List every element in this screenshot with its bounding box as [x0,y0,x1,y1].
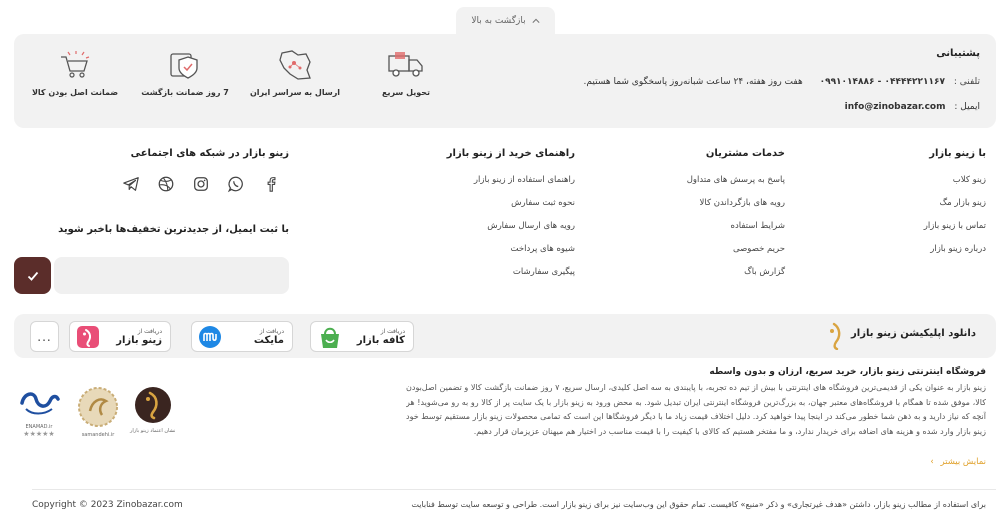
feature-label: تحویل سریع [381,88,431,97]
footer-link[interactable]: زینو بازار مگ [939,198,986,208]
footer-link[interactable]: تماس با زینو بازار [923,221,986,231]
support-email-link[interactable]: info@zinobazar.com [844,102,946,112]
social-icons [122,175,280,193]
support-email-row [845,102,980,112]
instagram-icon[interactable] [192,175,210,193]
cart-original-icon [56,48,94,82]
back-to-top-label: بازگشت به بالا [471,15,526,26]
feature-original-goods [20,48,130,97]
feature-label: ضمانت اصل بودن کالا [31,88,119,97]
phone-numbers[interactable]: ۰۴۴۴۴۲۲۱۱۶۷ - ۰۹۹۱۰۱۴۸۸۶ [819,77,945,87]
footer-link[interactable]: پیگیری سفارشات [512,267,575,277]
app-download-title: دانلود اپلیکیشن زینو بازار [851,328,976,339]
support-phone-row [584,77,980,87]
more-stores-button[interactable]: ... [30,321,59,352]
about-text: زینو بازار به عنوان یکی از قدیمی‌ترین فروشگاه های اینترنتی با بیش از تیم ده تجربه، با پایبندی به سه اصل کلیدی، ارسال سریع، ۷ روز ضمانت بازگشت کالا و تضمین اصل‌بودن کالا، موفق شده تا همگام با فروشگاه‌های معتبر جهان، به بزرگ‌ترین فروشگاه اینترنتی ایران تبدیل شود. به محض ورود به زینو بازار با یک سایت پر از کالا رو به رو می‌شوید! هر آنچه که نیاز دارید و به ذهن شما خطور می‌کند در اینجا پیدا خواهید کرد. دلیل اختلاف قیمت زیاد ما با دیگر فروشگاها این است که تمامی محصولات زینو بازار مستقیم توسط خود زینو بازار وارد شده و هزینه های اضافه برای خریدار ندارد، و ما مفتخر هستیم که کالای با کیفیت را با قیمت مناسب در اختیار هم میهنان عزیزمان قرار دهیم. [406,383,986,436]
feature-label: 7 روز ضمانت بازگشت [141,88,229,97]
app-download-bar [14,314,996,358]
iran-map-icon [276,48,314,82]
footer-link[interactable]: نحوه ثبت سفارش [511,198,575,208]
back-to-top-button[interactable] [456,7,555,34]
feature-nationwide [240,48,350,97]
zinobazar-app-icon [76,325,100,349]
support-panel [14,34,996,128]
enamad-stars: ★★★★★ [23,430,55,438]
social-title: زینو بازار در شبکه های اجتماعی [130,148,289,159]
footer-link[interactable]: شیوه های پرداخت [510,244,575,254]
whatsapp-icon[interactable] [227,175,245,193]
footer-link[interactable]: رویه های بازگرداندن کالا [699,198,785,208]
guarantee-shield-icon [166,48,204,82]
support-title: پشتیبانی [936,48,980,59]
footer-link[interactable]: شرایط استفاده [730,221,785,231]
store-sub-label: دریافت از [137,327,162,335]
footer-link[interactable]: پاسخ به پرسش های متداول [686,175,785,185]
store-sub-label: دریافت از [380,327,405,335]
newsletter-submit-button[interactable] [14,257,51,294]
credits-text: برای استفاده از مطالب زینو بازار، داشتن «هدف غیرتجاری» و ذکر «منبع» کافیست. تمام حقوق این وب‌سایت نیز برای زینو بازار است. طراحی و توسعه سایت توسط فنابایت [411,500,986,509]
check-icon [26,269,40,283]
facebook-icon[interactable] [262,175,280,193]
cafebazaar-icon [317,324,343,350]
dribbble-icon[interactable] [157,175,175,193]
footer-link[interactable]: راهنمای استفاده از زینو بازار [473,175,575,185]
chevron-up-icon [532,17,540,25]
footer-link[interactable]: زینو کلاب [952,175,986,185]
store-name: مایکت [253,334,284,346]
show-more-label: نمایش بیشتر [940,457,986,467]
badge-caption: ENAMAD.ir [25,424,53,430]
store-text [254,328,284,346]
support-hours: هفت روز هفته، ۲۴ ساعت شبانه‌روز پاسخگوی شما هستیم. [583,77,803,87]
phone-label: تلفنی : [953,77,980,87]
about-title: فروشگاه اینترنتی زینو بازار، خرید سریع، ارزان و بدون واسطه [709,367,986,377]
newsletter-title: با ثبت ایمیل، از جدیدترین تخفیف‌ها باخبر شوید [58,224,289,235]
store-name: کافه بازار [356,334,405,346]
badge-caption: samandehi.ir [81,432,115,438]
enamad-badge[interactable] [16,385,62,438]
myket-icon [198,325,222,349]
samandehi-badge[interactable] [76,385,120,438]
footer-divider [32,489,996,490]
column-title: خدمات مشتریان [705,148,785,159]
truck-icon [387,48,425,82]
feature-return-guarantee [130,48,240,97]
email-label: ایمیل : [954,102,980,112]
store-button-cafebazaar[interactable] [310,321,414,352]
newsletter-email-input[interactable] [54,257,289,294]
feature-label: ارسال به سراسر ایران [249,88,341,97]
chevron-left-icon: › [930,457,934,467]
footer-link[interactable]: حریم خصوصی [733,244,785,254]
store-sub-label: دریافت از [259,327,284,335]
footer-column-customer-service [687,148,785,288]
badge-caption: نشان اعتماد زینو بازار [130,428,176,434]
store-button-myket[interactable] [191,321,293,352]
footer-column-about [924,148,986,265]
show-more-link[interactable] [930,457,986,467]
footer-link[interactable]: گزارش باگ [744,267,785,277]
footer-link[interactable]: درباره زینو بازار [930,244,986,254]
footer-link[interactable]: رویه های ارسال سفارش [487,221,575,231]
store-button-zinobazar[interactable] [69,321,171,352]
store-text [116,328,162,346]
zino-trust-badge-icon [133,385,173,425]
zinobazar-logo-icon [826,322,846,350]
copyright-text: Copyright © 2023 Zinobazar.com [32,500,183,510]
samandehi-badge-icon [76,385,120,429]
store-text [357,328,405,346]
feature-fast-delivery [351,48,461,97]
column-title: راهنمای خرید از زینو بازار [446,148,575,159]
column-title: با زینو بازار [929,148,986,159]
zino-trust-badge[interactable] [130,385,175,434]
footer-column-buying-guide [447,148,575,288]
store-name: زینو بازار [116,334,162,346]
enamad-badge-icon [16,385,62,421]
telegram-icon[interactable] [122,175,140,193]
